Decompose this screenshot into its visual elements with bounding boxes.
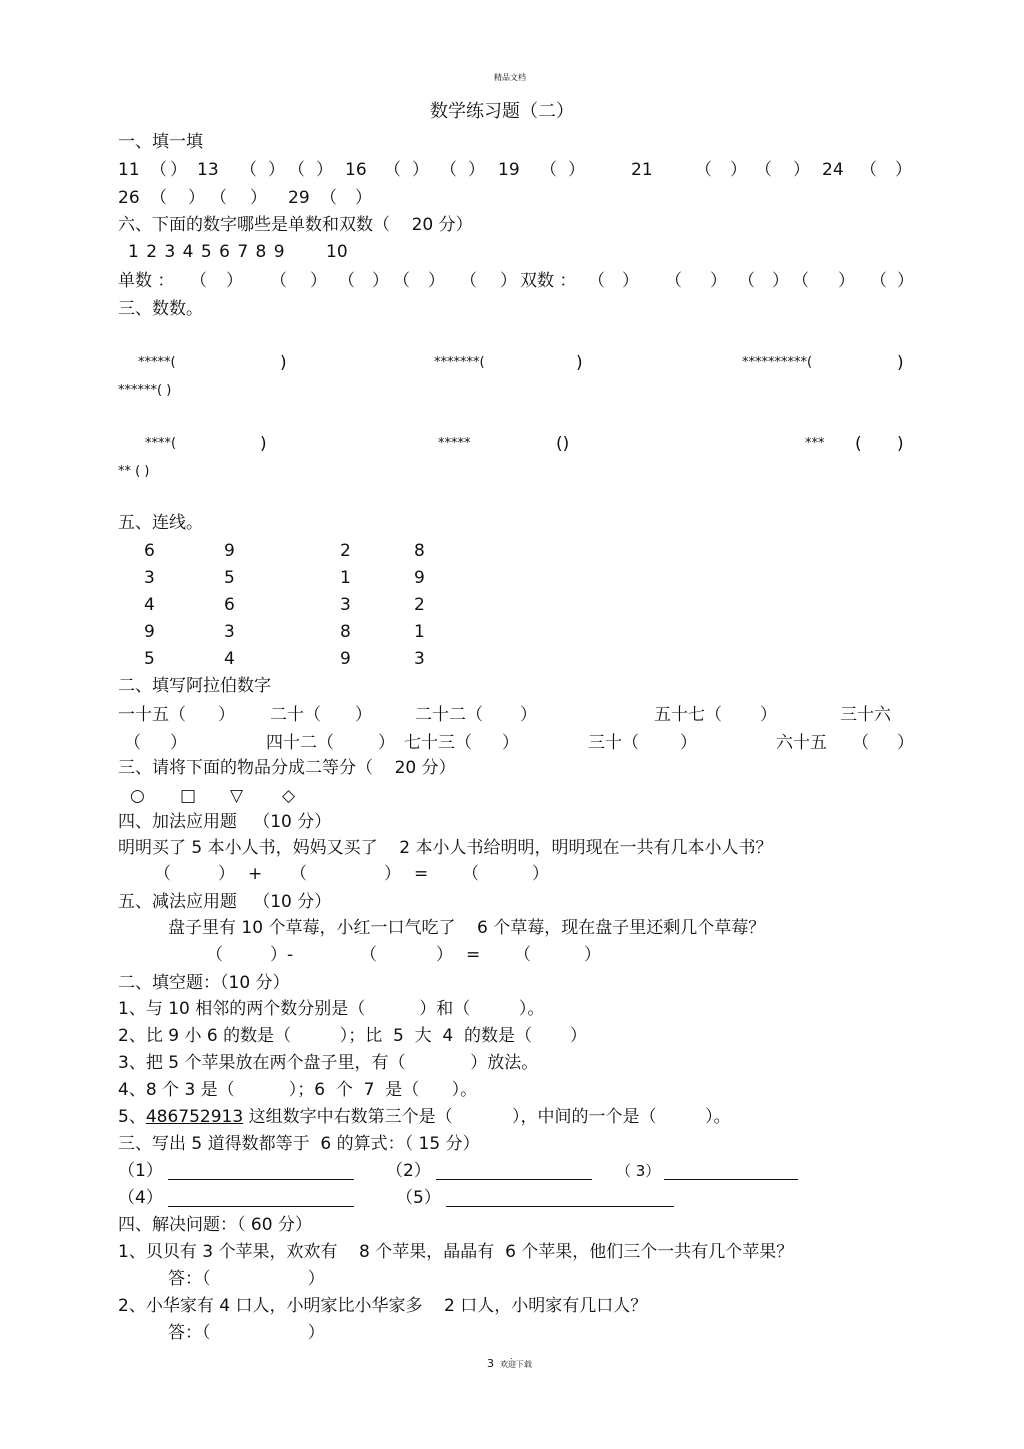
fill-cell: 24 (822, 160, 844, 180)
count-stars: ******( ) (118, 383, 172, 398)
match-cell: 1 (414, 622, 425, 642)
match-cell: 4 (224, 649, 235, 669)
arabic-item: （ (852, 733, 869, 753)
section-addition-heading: 四、加法应用题 （10 分） (118, 812, 332, 832)
odd-paren: ） (372, 271, 389, 291)
fill-cell: （ (288, 160, 305, 180)
match-cell: 5 (224, 568, 235, 588)
problem-2: 2、小华家有 4 口人，小明家比小华家多 2 口人，小明家有几口人？ (118, 1296, 648, 1316)
count-paren: ) (280, 353, 287, 373)
arabic-item: ） (502, 733, 519, 753)
answer-1: 答：（ ） (168, 1269, 325, 1289)
arabic-item: ） (897, 733, 914, 753)
section-count-heading: 三、数数。 (118, 299, 203, 319)
fill-cell: 29 (288, 188, 310, 208)
page-title: 数学练习题（二） (430, 101, 574, 122)
equation-blank-line[interactable] (664, 1179, 798, 1180)
fill-cell: （ (695, 160, 712, 180)
problem-1: 1、贝贝有 3 个苹果，欢欢有 8 个苹果，晶晶有 6 个苹果，他们三个一共有几个苹果？ (118, 1242, 794, 1262)
count-paren: () (556, 434, 570, 454)
odd-paren: （ (393, 271, 410, 291)
section-match-heading: 五、连线。 (118, 513, 203, 533)
fill-cell: ） (268, 160, 285, 180)
eq-part: （ (462, 864, 479, 884)
even-paren: （ (870, 271, 887, 291)
arabic-item: （ (124, 733, 141, 753)
number-ten: 10 (326, 242, 348, 262)
eq-part: ） (532, 864, 549, 884)
addition-problem: 明明买了 5 本小人书，妈妈又买了 2 本小人书给明明，明明现在一共有几本小人书？ (118, 838, 773, 858)
even-paren: ） (838, 271, 855, 291)
fill-cell: （ (150, 160, 167, 180)
page-number: 3 (487, 1357, 494, 1370)
odd-paren: （ (270, 271, 287, 291)
fill-cell: ） (316, 160, 333, 180)
match-cell: 2 (340, 541, 351, 561)
odd-paren: （ (338, 271, 355, 291)
arabic-item: 六十五 (776, 733, 827, 753)
even-paren: ） (622, 271, 639, 291)
fill-cell: ） (188, 188, 205, 208)
match-cell: 9 (340, 649, 351, 669)
blank-question-4: 4、8 个 3 是（ ）；6 个 7 是（ ）。 (118, 1080, 478, 1100)
fill-cell: ） (250, 188, 267, 208)
even-paren: （ (665, 271, 682, 291)
eq-part: ） (436, 945, 453, 965)
match-cell: 3 (414, 649, 425, 669)
section-odd-even-heading: 六、下面的数字哪些是单数和双数（ 20 分） (118, 215, 473, 235)
circle-shape-icon: ○ (130, 786, 145, 806)
count-stars: *******( (434, 355, 485, 370)
odd-paren: ） (310, 271, 327, 291)
section-arabic-heading: 二、填写阿拉伯数字 (118, 676, 271, 696)
footer-dot: . (510, 1352, 513, 1361)
blank-question-5 (118, 1106, 731, 1128)
match-cell: 9 (414, 568, 425, 588)
equation-blank-line[interactable] (436, 1179, 592, 1180)
equation-blank-line[interactable] (168, 1206, 354, 1207)
header-note: 精品文档 (494, 73, 526, 82)
arabic-item: ） (680, 733, 697, 753)
q5-number: 486752913 (145, 1107, 244, 1127)
arabic-item: 五十七（ (654, 705, 722, 725)
section-blanks-heading: 二、填空题：（10 分） (118, 973, 290, 993)
arabic-item: 三十六 (840, 705, 891, 725)
match-cell: 5 (144, 649, 155, 669)
eq-part: = (466, 945, 481, 965)
eq-part: ） (584, 945, 601, 965)
subtraction-problem: 盘子里有 10 个草莓，小红一口气吃了 6 个草莓，现在盘子里还剩几个草莓？ (168, 918, 766, 938)
odd-paren: （ (190, 271, 207, 291)
arabic-item: ） (760, 705, 777, 725)
square-shape-icon: □ (180, 786, 197, 806)
fill-cell: ） (730, 160, 747, 180)
count-paren: ) (897, 353, 904, 373)
diamond-shape-icon: ◇ (282, 786, 296, 806)
even-paren: ） (897, 271, 914, 291)
fill-cell: ） (793, 160, 810, 180)
arabic-item: ） (378, 733, 395, 753)
section-fill-heading: 一、填一填 (118, 132, 203, 152)
equation-label: （4） (118, 1188, 163, 1208)
fill-cell: 26 (118, 188, 140, 208)
count-stars: *** (805, 436, 825, 451)
blank-question-2: 2、比 9 小 6 的数是（ ）；比 5 大 4 的数是（ ） (118, 1026, 587, 1046)
fill-cell: ） (355, 188, 372, 208)
equation-blank-line[interactable] (446, 1206, 674, 1207)
fill-cell: （ (384, 160, 401, 180)
eq-part: （ (290, 864, 307, 884)
match-cell: 9 (144, 622, 155, 642)
fill-cell: （ (150, 188, 167, 208)
section-equations-heading: 三、写出 5 道得数都等于 6 的算式：（ 15 分） (118, 1134, 480, 1154)
match-cell: 8 (340, 622, 351, 642)
count-paren: ) (897, 434, 904, 454)
fill-cell: （ (210, 188, 227, 208)
arabic-item: 二十二（ (415, 705, 483, 725)
match-cell: 4 (144, 595, 155, 615)
fill-cell: 16 (345, 160, 367, 180)
eq-part: （ (514, 945, 531, 965)
arabic-item: 一十五（ (118, 705, 186, 725)
match-cell: 3 (144, 568, 155, 588)
fill-cell: （ (240, 160, 257, 180)
fill-cell: ） (468, 160, 485, 180)
count-stars: **********( (742, 355, 813, 370)
eq-part: = (414, 864, 429, 884)
arabic-item: ） (170, 733, 187, 753)
equation-label: （ 3） (616, 1162, 661, 1180)
section-halves-heading: 三、请将下面的物品分成二等分（ 20 分） (118, 758, 456, 778)
blank-question-3: 3、把 5 个苹果放在两个盘子里，有（ ）放法。 (118, 1053, 539, 1073)
even-label: 双数 ： (520, 271, 577, 291)
odd-paren: ） (428, 271, 445, 291)
eq-part: （ (154, 864, 171, 884)
section-subtraction-heading: 五、减法应用题 （10 分） (118, 892, 332, 912)
count-stars: ***** (438, 436, 471, 451)
count-stars: *****( (138, 355, 176, 370)
q5-suffix: 这组数字中右数第三个是（ ），中间的一个是（ ）。 (243, 1107, 731, 1127)
fill-cell: （ (860, 160, 877, 180)
eq-part: ） (384, 864, 401, 884)
fill-cell: ） (412, 160, 429, 180)
equation-label: （1） (118, 1161, 163, 1181)
odd-paren: （ (460, 271, 477, 291)
match-cell: 8 (414, 541, 425, 561)
fill-cell: 21 (631, 160, 653, 180)
q5-prefix: 5、 (118, 1107, 146, 1127)
count-stars: ****( (145, 436, 177, 451)
match-cell: 1 (340, 568, 351, 588)
equation-blank-line[interactable] (168, 1179, 354, 1180)
fill-cell: ） (895, 160, 912, 180)
count-paren: ) (260, 434, 267, 454)
match-cell: 9 (224, 541, 235, 561)
fill-cell: （ (320, 188, 337, 208)
arabic-item: ） (218, 705, 235, 725)
number-list: 1 2 3 4 5 6 7 8 9 (128, 242, 286, 262)
even-paren: （ (792, 271, 809, 291)
eq-part: （ (360, 945, 377, 965)
match-cell: 6 (144, 541, 155, 561)
eq-part: ）- (270, 945, 294, 965)
arabic-item: 二十（ (270, 705, 321, 725)
match-cell: 3 (340, 595, 351, 615)
count-stars: ** ( ) (118, 464, 150, 479)
count-paren: ( (855, 434, 862, 454)
even-paren: ） (772, 271, 789, 291)
section-problems-heading: 四、解决问题：（ 60 分） (118, 1215, 312, 1235)
count-paren: ) (576, 353, 583, 373)
fill-cell: 19 (498, 160, 520, 180)
equation-label: （2） (386, 1161, 431, 1181)
blank-question-1: 1、与 10 相邻的两个数分别是（ ）和（ ）。 (118, 999, 545, 1019)
match-cell: 2 (414, 595, 425, 615)
eq-part: （ (206, 945, 223, 965)
fill-cell: （ (540, 160, 557, 180)
triangle-shape-icon: ▽ (230, 786, 244, 806)
even-paren: （ (588, 271, 605, 291)
eq-part: ） (218, 864, 235, 884)
arabic-item: ） (520, 705, 537, 725)
answer-2: 答：（ ） (168, 1323, 325, 1343)
even-paren: ） (710, 271, 727, 291)
arabic-item: ） (355, 705, 372, 725)
arabic-item: 七十三（ (404, 733, 472, 753)
fill-cell: （ (440, 160, 457, 180)
match-cell: 3 (224, 622, 235, 642)
odd-label: 单数 ： (118, 271, 175, 291)
arabic-item: 三十（ (588, 733, 639, 753)
fill-cell: ） (170, 160, 187, 180)
arabic-item: 四十二（ (266, 733, 334, 753)
footer-note: 欢迎下载 (500, 1360, 532, 1369)
equation-label: （5） (396, 1188, 441, 1208)
fill-cell: ） (568, 160, 585, 180)
eq-part: + (248, 864, 263, 884)
odd-paren: ） (500, 271, 517, 291)
fill-cell: （ (755, 160, 772, 180)
match-cell: 6 (224, 595, 235, 615)
odd-paren: ） (226, 271, 243, 291)
fill-cell: 11 (118, 160, 140, 180)
even-paren: （ (738, 271, 755, 291)
fill-cell: 13 (197, 160, 219, 180)
